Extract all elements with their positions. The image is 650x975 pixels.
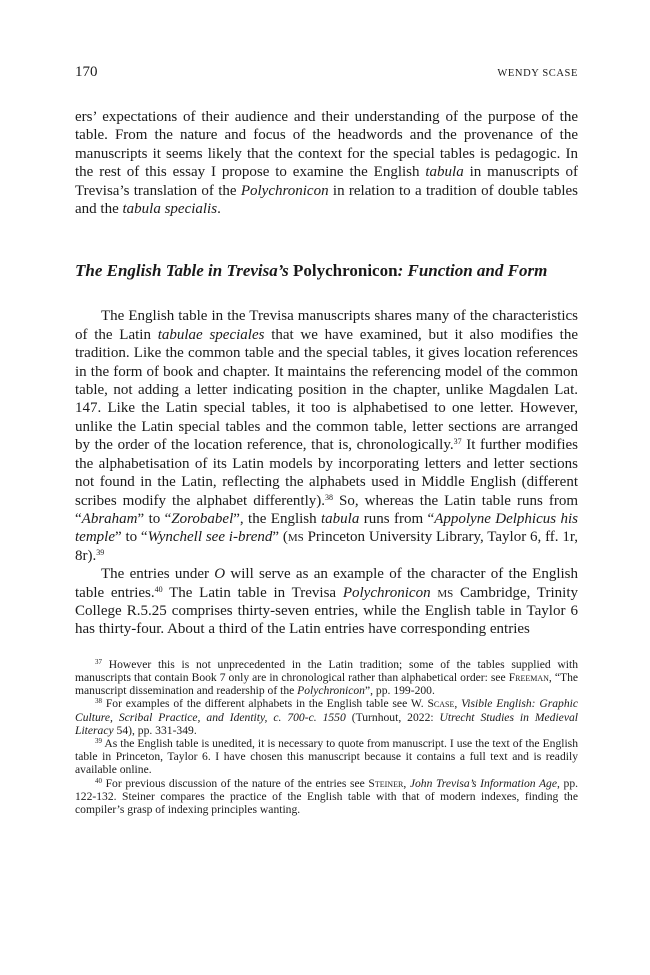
footnote-ref-37[interactable]: 37: [453, 437, 462, 447]
footnote-ref-39[interactable]: 39: [96, 547, 105, 557]
footnote-37: $^{37}$ However this is not unprecedented in the Latin tradition; some of the tables supplied with manuscripts that contain Book 7 only are in chronological rather than alphabetical order: see Freeman, “The manuscript dissemination and readership of the Polychronicon”, pp. 199-200.: [75, 657, 579, 698]
footnote-ref-38[interactable]: 38: [324, 492, 333, 502]
section-heading: The English Table in Trevisa’s Polychronicon: Function and Form: [75, 261, 548, 281]
page-number: 170: [75, 64, 98, 80]
paragraph-english-table: The English table in the Trevisa manuscripts shares many of the characteristics of the Latin tabulae speciales that we have examined, but it also modifies the tradition. Like the common table and the special tables, it gives location references in the form of book and chapter. It maintains the referencing model of the common table, not adding a letter indicating position in the chapter, unlike Magdalen Lat. 147. Like the Latin special tables, it too is alphabetised to one letter. However, unlike the Latin special tables and the common table, letter sections are arranged by the order of the location reference, that is, chronologically.$^{37}$ It further modifies the alphabetisation of its Latin models by incorporating letters and letter sections not found in the Latin, reflecting the alphabets used in Middle English (different scribes modify the alphabet differently).$^{38}$ So, whereas the Latin table runs from “Abraham” to “Zorobabel”, the English tabula runs from “Appolyne Delphicus his temple” to “Wynchell see i-brend” (ms Princeton University Library, Taylor 6, ff. 1r, 8r).$^{39}$: [75, 308, 579, 564]
footnote-40: $^{40}$ For previous discussion of the nature of the entries see Steiner, John Trevisa’s Information Age, pp. 122-132. Steiner compares the practice of the English table with that of modern indexes, finding the compiler’s grasp of indexing principles wanting.: [75, 776, 579, 816]
footnotes: [75, 658, 578, 816]
paragraph-entries-under-o: The entries under O will serve as an example of the character of the English table entries.$^{40}$ The Latin table in Trevisa Polychronicon ms Cambridge, Trinity College R.5.25 comprises thirty-seven entries, while the English table in Taylor 6 has thirty-four. About a third of the Latin entries have corresponding entries: [75, 566, 579, 638]
paragraph-continued: ers’ expectations of their audience and their understanding of the purpose of the table. From the nature and focus of the headwords and the provenance of the manuscripts it seems likely that the context for the special tables is pedagogic. In the rest of this essay I propose to examine the English tabula in manuscripts of Trevisa’s translation of the Polychronicon in relation to a tradition of double tables and the tabula specialis.: [75, 109, 578, 218]
page: [75, 64, 578, 816]
footnote-ref-40[interactable]: 40: [154, 584, 163, 594]
running-head-author: WENDY SCASE: [497, 68, 578, 79]
footnote-38: $^{38}$ For examples of the different alphabets in the English table see W. Scase, Visible English: Graphic Culture, Scribal Practice, and Identity, c. 700-c. 1550 (Turnhout, 2022: Utrecht Studies in Medieval Literacy 54), pp. 331-349.: [75, 697, 578, 737]
running-head: [75, 64, 578, 86]
footnote-39: $^{39}$ As the English table is unedited, it is necessary to quote from manuscript. I use the text of the English table in Princeton, Taylor 6. I have chosen this manuscript because it contains a full text and is readily available online.: [75, 736, 578, 777]
